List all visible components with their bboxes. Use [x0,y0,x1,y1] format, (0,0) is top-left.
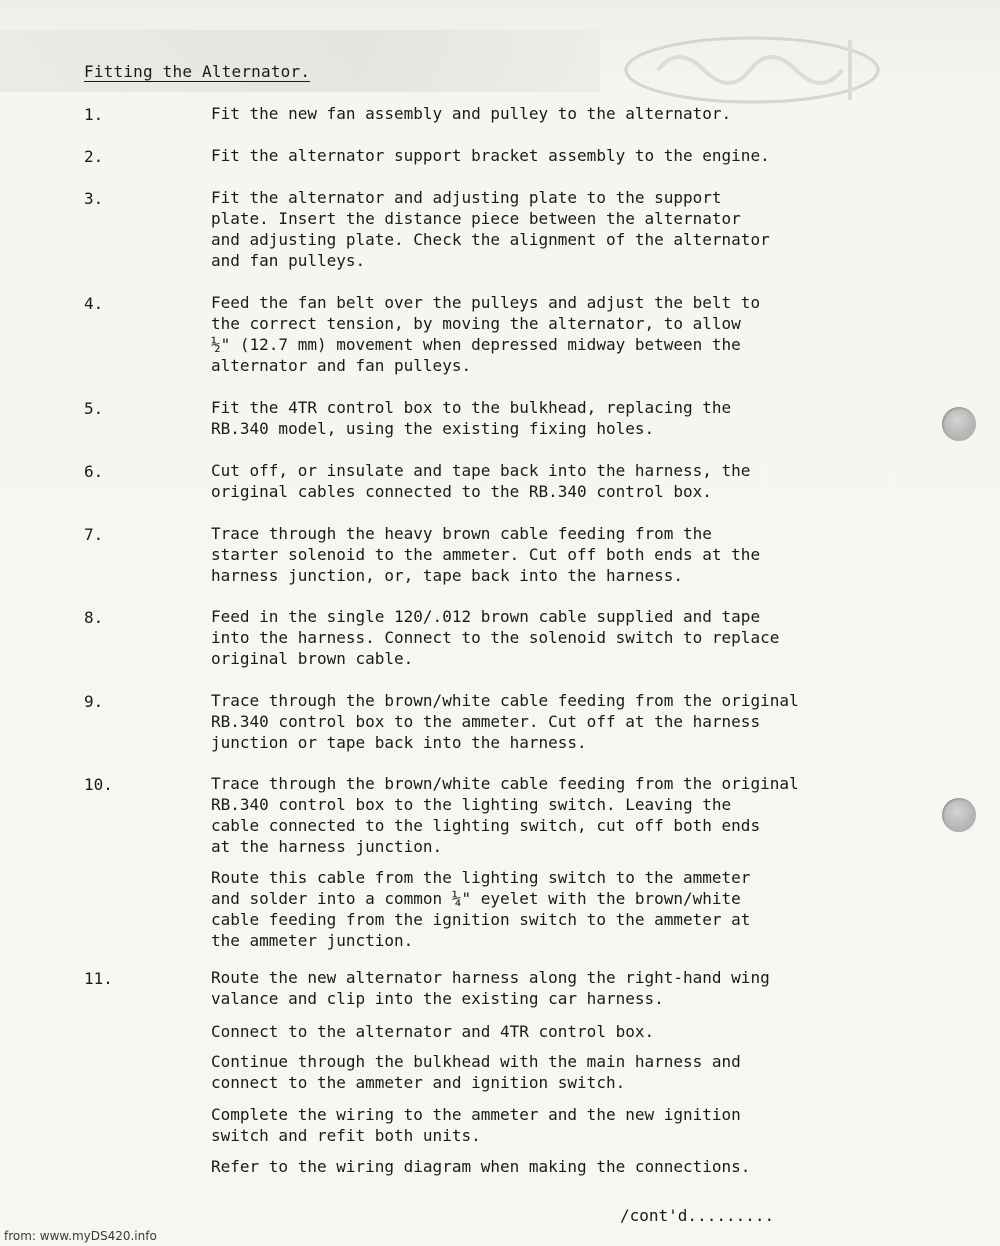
step-11-text-5: Refer to the wiring diagram when making the connections. [211,1157,751,1176]
step-3-text: Fit the alternator and adjusting plate to the support plate. Insert the distance piece between the alternator and adjusting plate. Check the alignment of the alternator and fan pulleys. [211,188,770,270]
step-1-text: Fit the new fan assembly and pulley to the alternator. [211,104,732,123]
continued-marker: /cont'd......... [620,1206,775,1225]
step-number: 2. [84,147,104,166]
step-number: 4. [84,294,104,313]
step-number: 5. [84,399,104,418]
step-10-text: Trace through the brown/white cable feeding from the original RB.340 control box to the lighting switch. Leaving the cable connected to the lighting switch, cut off both ends at the harness junction. [211,774,799,856]
step-8-text: Feed in the single 120/.012 brown cable supplied and tape into the harness. Connect to the solenoid switch to replace original brown cable. [211,607,780,668]
step-5-text: Fit the 4TR control box to the bulkhead, replacing the RB.340 model, using the existing fixing holes. [211,398,732,438]
punch-hole-icon [942,407,976,441]
scan-shadow-band [0,30,600,92]
step-number: 11. [84,969,113,988]
step-11-text-3: Continue through the bulkhead with the main harness and connect to the ammeter and ignition switch. [211,1052,741,1092]
step-number: 8. [84,608,104,627]
step-number: 3. [84,189,104,208]
step-4-text: Feed the fan belt over the pulleys and adjust the belt to the correct tension, by moving the alternator, to allow ½" (12.7 mm) movement when depressed midway between the alternator and fan pulleys. [211,293,761,375]
page-title: Fitting the Alternator. [84,62,311,81]
step-number: 1. [84,105,104,124]
step-11-text-4: Complete the wiring to the ammeter and the new ignition switch and refit both units. [211,1105,741,1145]
step-number: 7. [84,525,104,544]
step-number: 9. [84,692,104,711]
step-10-text-continued: Route this cable from the lighting switch to the ammeter and solder into a common ¼" eyelet with the brown/white cable feeding from the ignition switch to the ammeter at the ammeter junction. [211,868,751,950]
punch-hole-icon [942,798,976,832]
step-7-text: Trace through the heavy brown cable feeding from the starter solenoid to the ammeter. Cut off both ends at the harness junction, or, tape back into the harness. [211,524,761,585]
source-url: from: www.myDS420.info [4,1229,157,1243]
step-2-text: Fit the alternator support bracket assembly to the engine. [211,146,770,165]
step-number: 10. [84,775,113,794]
step-6-text: Cut off, or insulate and tape back into the harness, the original cables connected to the RB.340 control box. [211,461,751,501]
daimler-logo-ghost-icon [618,30,886,110]
step-11-text: Route the new alternator harness along the right-hand wing valance and clip into the existing car harness. [211,968,770,1008]
step-11-text-2: Connect to the alternator and 4TR control box. [211,1022,655,1041]
step-number: 6. [84,462,104,481]
step-9-text: Trace through the brown/white cable feeding from the original RB.340 control box to the ammeter. Cut off at the harness junction or tape back into the harness. [211,691,799,752]
